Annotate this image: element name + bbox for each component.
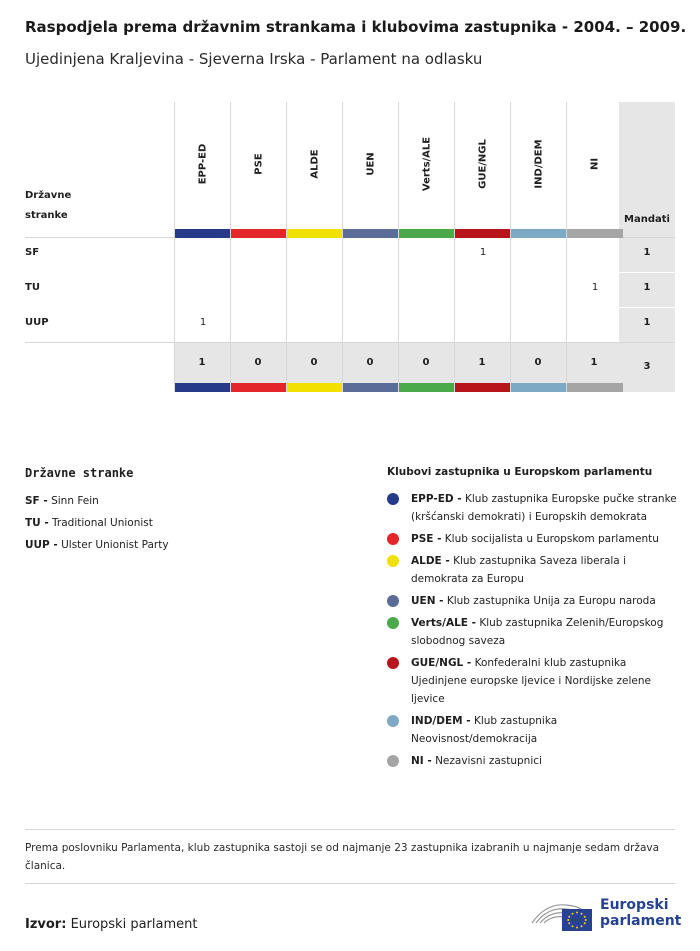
- group-color-dot-icon: [387, 657, 399, 669]
- group-abbr: Verts/ALE -: [411, 617, 476, 629]
- group-column-header: [567, 102, 623, 229]
- group-color-bar: [343, 383, 399, 392]
- table-cell: 1: [199, 317, 207, 328]
- group-color-dot-icon: [387, 617, 399, 629]
- group-color-bar: [231, 383, 287, 392]
- party-name: Ulster Unionist Party: [61, 539, 169, 551]
- group-code-label: IND/DEM: [533, 139, 545, 189]
- mandati-value: 1: [643, 247, 651, 258]
- group-column-header: [231, 102, 287, 229]
- source-line: [25, 917, 197, 932]
- source-value: Europski parlament: [70, 917, 198, 932]
- party-row-label: SF: [25, 247, 40, 258]
- divider: [25, 883, 675, 884]
- group-legend-item: [387, 552, 677, 588]
- group-color-bar: [455, 383, 511, 392]
- party-legend-item: [25, 512, 345, 534]
- footnote: Prema poslovniku Parlamenta, klub zastupnika sastoji se od najmanje 23 zastupnika izabranih u najmanje sedam država članica.: [25, 842, 660, 872]
- group-code-label: Verts/ALE: [421, 136, 433, 192]
- group-color-dot-icon: [387, 533, 399, 545]
- group-abbr: NI -: [411, 755, 432, 767]
- party-row-label: UUP: [25, 317, 49, 328]
- group-column-header: [175, 102, 231, 229]
- group-legend-item: [387, 712, 677, 748]
- logo-text-line2: parlament: [600, 913, 682, 929]
- group-total-cell: 0: [310, 357, 318, 368]
- group-name: Nezavisni zastupnici: [435, 755, 542, 767]
- party-name: Sinn Fein: [51, 495, 99, 507]
- row-header-label: Državne stranke: [25, 190, 72, 221]
- group-code-label: UEN: [365, 152, 377, 176]
- group-abbr: UEN -: [411, 595, 444, 607]
- mandati-divider: [619, 307, 675, 308]
- group-column-header: [455, 102, 511, 229]
- group-name: Klub zastupnika Zelenih/Europskog slobodnog saveza: [411, 617, 664, 647]
- group-color-bar: [567, 383, 623, 392]
- european-parliament-logo: [528, 895, 682, 935]
- mandati-value: 1: [643, 317, 651, 328]
- group-name: Klub socijalista u Europskom parlamentu: [444, 533, 659, 545]
- group-total-cell: 1: [590, 357, 598, 368]
- group-color-bar: [287, 383, 343, 392]
- group-color-bar: [567, 229, 623, 238]
- mandati-column: [619, 102, 675, 392]
- group-code-label: ALDE: [309, 149, 321, 179]
- group-color-dot-icon: [387, 595, 399, 607]
- group-legend-title: Klubovi zastupnika u Europskom parlamentu: [387, 466, 653, 478]
- group-abbr: IND/DEM -: [411, 715, 471, 727]
- group-total-cell: 0: [422, 357, 430, 368]
- group-color-dot-icon: [387, 715, 399, 727]
- mandati-grand-total: 3: [643, 361, 651, 372]
- group-color-bar: [231, 229, 287, 238]
- group-name: Klub zastupnika Saveza liberala i demokrata za Europu: [411, 555, 626, 585]
- party-abbr: UUP -: [25, 539, 58, 551]
- group-legend-item: [387, 752, 677, 770]
- party-legend-item: [25, 534, 345, 556]
- group-total-cell: 0: [366, 357, 374, 368]
- group-color-dot-icon: [387, 755, 399, 767]
- source-label: Izvor:: [25, 917, 67, 932]
- group-color-bar: [455, 229, 511, 238]
- group-column-header: [287, 102, 343, 229]
- mandati-header: Mandati: [624, 214, 670, 225]
- group-abbr: ALDE -: [411, 555, 450, 567]
- table-cell: 1: [591, 282, 599, 293]
- group-color-dot-icon: [387, 493, 399, 505]
- group-legend-item: [387, 490, 677, 526]
- divider: [25, 829, 675, 830]
- parliament-emblem-icon: [528, 895, 598, 935]
- party-legend-title: Državne stranke: [25, 466, 134, 480]
- group-color-dot-icon: [387, 555, 399, 567]
- group-code-label: GUE/NGL: [477, 139, 489, 189]
- group-color-bar: [511, 383, 567, 392]
- group-legend-item: [387, 530, 677, 548]
- party-row-label: TU: [25, 282, 40, 293]
- group-name: Konfederalni klub zastupnika Ujedinjene europske ljevice i Nordijske zelene ljevice: [411, 657, 651, 705]
- group-total-cell: 0: [254, 357, 262, 368]
- group-color-bar: [343, 229, 399, 238]
- group-color-bar: [287, 229, 343, 238]
- group-color-bar: [175, 383, 231, 392]
- group-name: Klub zastupnika Unija za Europu naroda: [446, 595, 656, 607]
- table-cell: 1: [479, 247, 487, 258]
- party-legend: [25, 466, 345, 556]
- group-legend-item: [387, 614, 677, 650]
- group-color-bar: [511, 229, 567, 238]
- group-abbr: PSE -: [411, 533, 442, 545]
- group-column-header: [511, 102, 567, 229]
- group-column-header: [399, 102, 455, 229]
- group-legend: [387, 466, 677, 774]
- group-column-header: [343, 102, 399, 229]
- party-abbr: SF -: [25, 495, 48, 507]
- page-title: Raspodjela prema državnim strankama i klubovima zastupnika - 2004. – 2009.: [25, 18, 687, 36]
- party-abbr: TU -: [25, 517, 49, 529]
- group-color-bar: [399, 383, 455, 392]
- mandati-value: 1: [643, 282, 651, 293]
- group-code-label: NI: [589, 157, 601, 171]
- page-subtitle: Ujedinjena Kraljevina - Sjeverna Irska - Parlament na odlasku: [25, 50, 483, 68]
- group-color-bar: [175, 229, 231, 238]
- party-legend-item: [25, 490, 345, 512]
- group-abbr: EPP-ED -: [411, 493, 462, 505]
- mandati-divider: [619, 272, 675, 273]
- distribution-table: [25, 102, 675, 394]
- group-total-cell: 0: [534, 357, 542, 368]
- group-total-cell: 1: [478, 357, 486, 368]
- group-code-label: PSE: [253, 153, 265, 175]
- group-legend-item: [387, 654, 677, 708]
- group-color-bar: [399, 229, 455, 238]
- group-abbr: GUE/NGL -: [411, 657, 472, 669]
- group-code-label: EPP-ED: [197, 143, 209, 185]
- logo-text-line1: Europski: [600, 897, 669, 913]
- group-legend-item: [387, 592, 677, 610]
- group-name: Klub zastupnika Neovisnost/demokracija: [411, 715, 558, 745]
- group-total-cell: 1: [198, 357, 206, 368]
- group-name: Klub zastupnika Europske pučke stranke (kršćanski demokrati) i Europskih demokrata: [411, 493, 677, 523]
- party-name: Traditional Unionist: [52, 517, 153, 529]
